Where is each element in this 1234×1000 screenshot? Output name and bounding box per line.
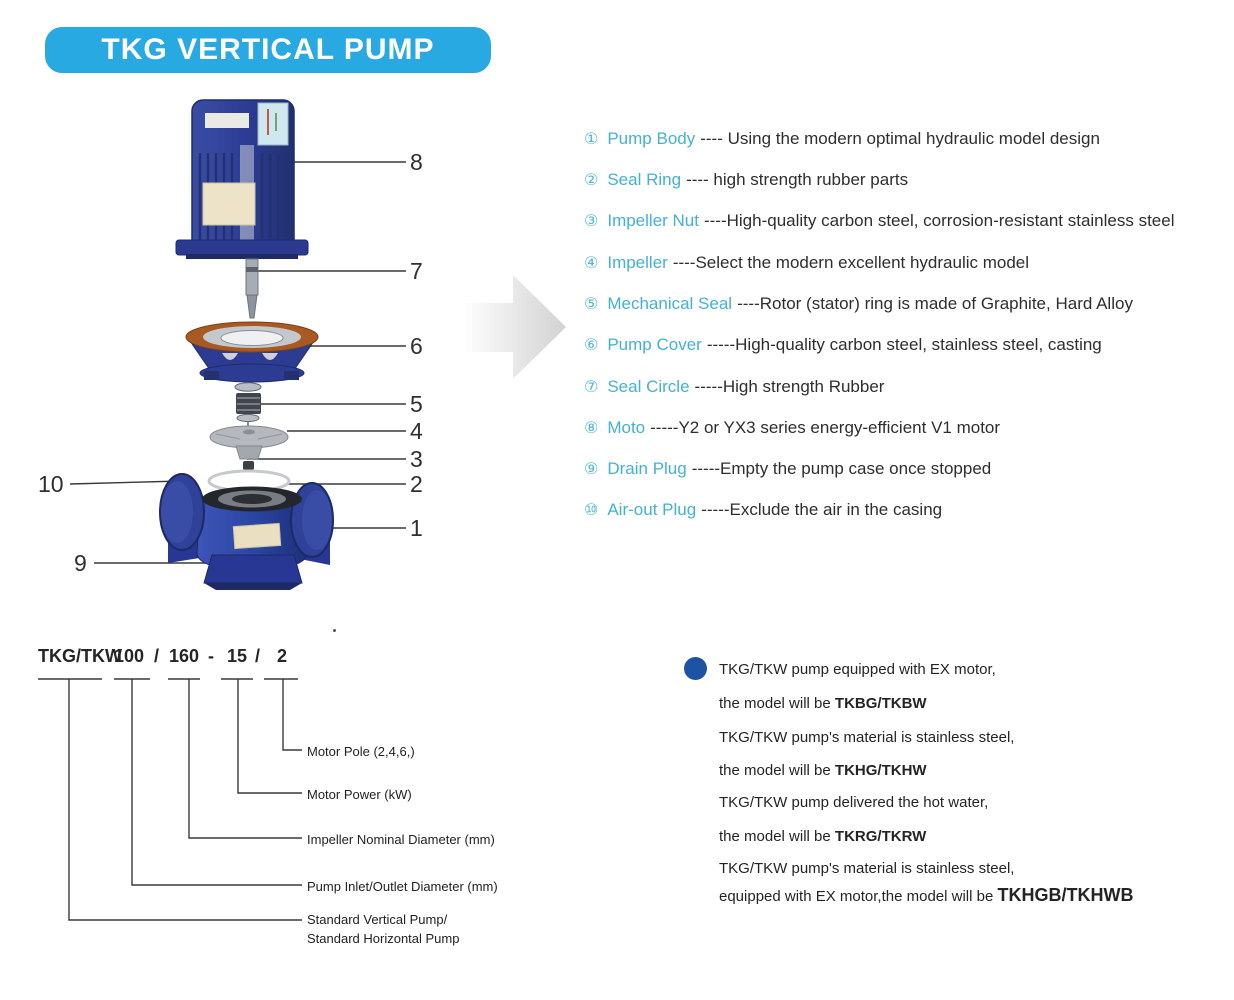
part-name: Seal Circle — [607, 377, 690, 396]
callout-8: 8 — [410, 149, 423, 175]
part-name: Pump Cover — [607, 335, 702, 354]
note-line-2 — [719, 694, 927, 713]
model-label-impeller-dia: Impeller Nominal Diameter (mm) — [307, 832, 495, 847]
note-code: TKHG/TKHW — [834, 762, 927, 779]
part-name: Mechanical Seal — [607, 294, 733, 313]
pump-type-line1: Standard Vertical Pump/ — [307, 912, 448, 927]
callout-2: 2 — [410, 471, 423, 497]
note-text: TKG/TKW pump's material is stainless steel, — [719, 860, 1015, 877]
parts-list-item-3 — [584, 210, 1175, 231]
callout-5: 5 — [410, 391, 423, 417]
title-banner — [45, 27, 491, 73]
part-name: Impeller Nut — [607, 211, 699, 230]
circled-number-icon: ② — [584, 170, 599, 189]
pump-body-label — [233, 523, 280, 548]
part-name: Drain Plug — [607, 459, 687, 478]
part-desc: ---- Using the modern optimal hydraulic model design — [700, 129, 1100, 148]
mechanical-seal-part — [235, 383, 261, 430]
parts-list-item-5 — [584, 293, 1133, 314]
part-desc: -----High strength Rubber — [694, 377, 885, 396]
parts-list-item-2 — [584, 169, 908, 190]
part-name: Seal Ring — [607, 170, 682, 189]
motor-top-label — [205, 113, 249, 128]
note-text: the model will be — [719, 762, 835, 779]
parts-list-item-6 — [584, 334, 1102, 355]
note-code: TKRG/TKRW — [834, 828, 927, 845]
model-segment-inlet: 100 — [114, 646, 145, 666]
note-line-3 — [719, 728, 1014, 747]
model-segment-power: 15 — [227, 646, 248, 666]
note-line-6 — [719, 827, 926, 846]
callout-9: 9 — [74, 550, 87, 576]
part-desc: -----Y2 or YX3 series energy-efficient V1 motor — [650, 418, 1001, 437]
part-name: Moto — [607, 418, 646, 437]
note-code: TKBG/TKBW — [834, 695, 927, 712]
note-text: TKG/TKW pump's material is stainless steel, — [719, 729, 1015, 746]
note-text: equipped with EX motor,the model will be — [719, 888, 998, 905]
note-text: TKG/TKW pump equipped with EX motor, — [719, 661, 996, 678]
callout-4: 4 — [410, 418, 423, 444]
part-desc: ----Select the modern excellent hydraulic model — [672, 253, 1030, 272]
impeller-part — [210, 426, 288, 459]
motor-cert-label — [258, 103, 288, 145]
pump-type-line2: Standard Horizontal Pump — [307, 931, 460, 946]
note-line-8 — [719, 886, 1133, 906]
part-name: Impeller — [607, 253, 668, 272]
circled-number-icon: ⑩ — [584, 500, 599, 519]
circled-number-icon: ① — [584, 129, 599, 148]
note-line-7 — [719, 859, 1014, 878]
note-line-4 — [719, 761, 927, 780]
bullet-icon — [684, 657, 707, 680]
note-line-1 — [719, 660, 996, 679]
model-label-motor-power: Motor Power (kW) — [307, 787, 412, 802]
parts-list-item-4 — [584, 252, 1029, 273]
circled-number-icon: ③ — [584, 211, 599, 230]
motor-part — [176, 100, 308, 259]
callout-7: 7 — [410, 258, 423, 284]
model-segment-series: TKG/TKW — [38, 646, 122, 666]
parts-list-item-9 — [584, 458, 991, 479]
pump-cover-part — [186, 322, 318, 382]
note-code: TKHGB/TKHWB — [997, 885, 1134, 905]
model-segment-impeller: 160 — [169, 646, 200, 666]
impeller-nut-part — [243, 461, 254, 470]
shaft-part — [246, 259, 258, 318]
parts-list-item-7 — [584, 376, 884, 397]
callout-10: 10 — [38, 471, 64, 497]
callout-3: 3 — [410, 446, 423, 472]
model-label-pump-type — [307, 910, 459, 948]
model-separator: - — [208, 646, 214, 666]
part-desc: ---- high strength rubber parts — [686, 170, 909, 189]
parts-list-item-10 — [584, 499, 942, 520]
callout-6: 6 — [410, 333, 423, 359]
part-desc: ----High-quality carbon steel, corrosion-resistant stainless steel — [703, 211, 1175, 230]
note-line-5 — [719, 793, 988, 812]
pump-body-part — [160, 474, 333, 590]
circled-number-icon: ⑨ — [584, 459, 599, 478]
model-separator: / — [154, 646, 160, 666]
page-title: TKG VERTICAL PUMP — [101, 33, 435, 66]
part-desc: -----Empty the pump case once stopped — [691, 459, 992, 478]
part-name: Air-out Plug — [607, 500, 697, 519]
part-desc: ----Rotor (stator) ring is made of Graphite, Hard Alloy — [737, 294, 1133, 313]
circled-number-icon: ⑤ — [584, 294, 599, 313]
note-text: the model will be — [719, 828, 835, 845]
model-separator: / — [255, 646, 261, 666]
part-desc: -----Exclude the air in the casing — [701, 500, 943, 519]
part-name: Pump Body — [607, 129, 696, 148]
part-desc: -----High-quality carbon steel, stainless steel, casting — [706, 335, 1102, 354]
parts-list-item-8 — [584, 417, 1000, 438]
parts-list-item-1 — [584, 128, 1100, 149]
exploded-pump-diagram — [0, 85, 580, 600]
circled-number-icon: ⑦ — [584, 377, 599, 396]
circled-number-icon: ④ — [584, 253, 599, 272]
note-text: the model will be — [719, 695, 835, 712]
model-label-motor-pole: Motor Pole (2,4,6,) — [307, 744, 415, 759]
model-segment-pole: 2 — [277, 646, 288, 666]
motor-nameplate — [203, 183, 255, 225]
callout-1: 1 — [410, 515, 423, 541]
note-text: TKG/TKW pump delivered the hot water, — [719, 794, 989, 811]
circled-number-icon: ⑧ — [584, 418, 599, 437]
arrow-icon — [462, 275, 566, 379]
model-label-inlet-dia: Pump Inlet/Outlet Diameter (mm) — [307, 879, 498, 894]
circled-number-icon: ⑥ — [584, 335, 599, 354]
